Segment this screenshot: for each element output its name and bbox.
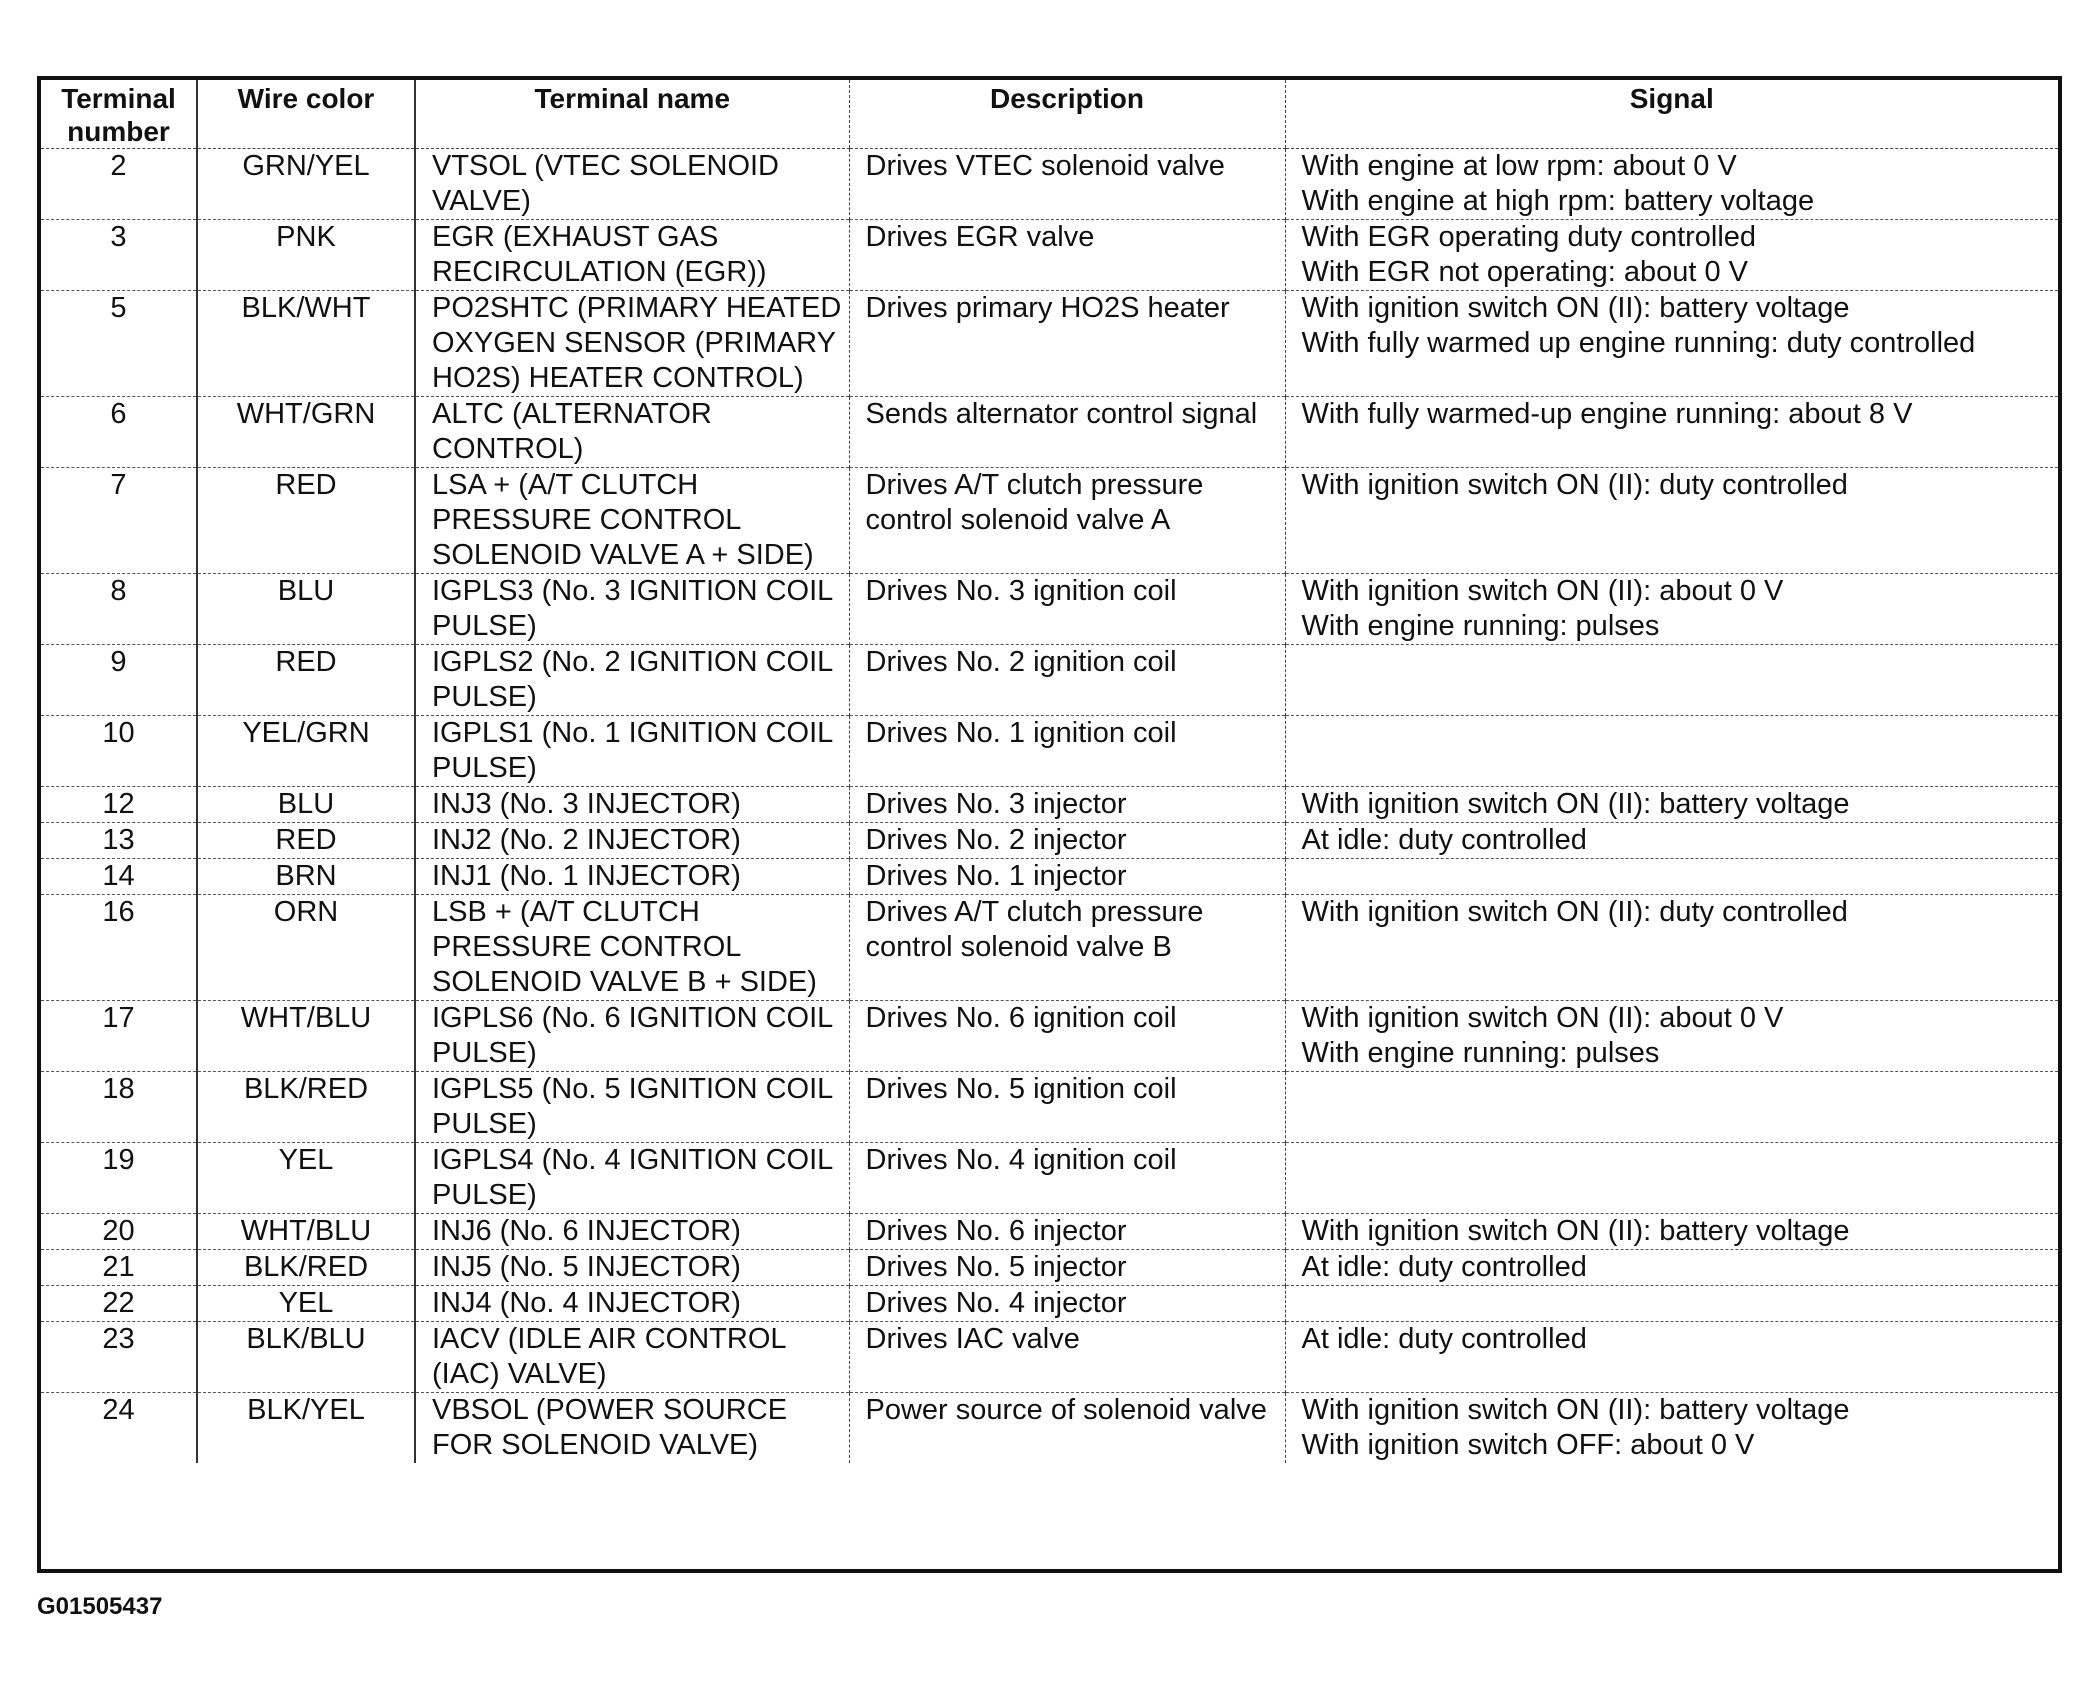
table-row [41, 149, 2058, 220]
terminal-name-cell: LSB + (A/T CLUTCH PRESSURE CONTROL SOLENOID VALVE B + SIDE) [415, 895, 849, 1001]
terminal-name-cell: VBSOL (POWER SOURCE FOR SOLENOID VALVE) [415, 1393, 849, 1464]
signal-line: With ignition switch ON (II): duty controlled [1301, 896, 1848, 928]
table-row [41, 220, 2058, 291]
figure-code: G01505437 [37, 1593, 163, 1620]
wire-color-cell: ORN [197, 895, 415, 1001]
signal-line: With ignition switch ON (II): about 0 V [1301, 1002, 1784, 1034]
table-row [41, 645, 2058, 716]
signal-line: With fully warmed up engine running: duty controlled [1301, 327, 1976, 359]
signal-cell [1285, 574, 2058, 645]
terminal-name-cell: IGPLS5 (No. 5 IGNITION COIL PULSE) [415, 1072, 849, 1143]
wire-color-cell: WHT/GRN [197, 397, 415, 468]
header-signal: Signal [1285, 80, 2058, 149]
signal-line: With EGR operating duty controlled [1301, 221, 1757, 253]
terminal-number-cell: 2 [41, 149, 197, 220]
description-cell: Drives No. 4 injector [849, 1286, 1285, 1322]
description-cell: Drives VTEC solenoid valve [849, 149, 1285, 220]
signal-line: With engine running: pulses [1301, 610, 1660, 642]
terminal-number-cell: 8 [41, 574, 197, 645]
wire-color-cell: RED [197, 468, 415, 574]
wire-color-cell: BLK/RED [197, 1072, 415, 1143]
signal-cell [1285, 1322, 2058, 1393]
description-cell: Drives No. 5 injector [849, 1250, 1285, 1286]
wire-color-cell: WHT/BLU [197, 1001, 415, 1072]
description-cell: Sends alternator control signal [849, 397, 1285, 468]
signal-line: With ignition switch ON (II): battery voltage [1301, 788, 1850, 820]
signal-line: With ignition switch ON (II): battery voltage [1301, 1215, 1850, 1247]
wire-color-cell: WHT/BLU [197, 1214, 415, 1250]
table-row [41, 574, 2058, 645]
wire-color-cell: BRN [197, 859, 415, 895]
signal-line: With ignition switch ON (II): battery voltage [1301, 1394, 1850, 1426]
signal-cell [1285, 1286, 2058, 1322]
terminal-name-cell: VTSOL (VTEC SOLENOID VALVE) [415, 149, 849, 220]
signal-line: With EGR not operating: about 0 V [1301, 256, 1749, 288]
signal-line: With ignition switch ON (II): duty controlled [1301, 469, 1848, 501]
terminal-number-cell: 12 [41, 787, 197, 823]
description-cell: Drives No. 3 ignition coil [849, 574, 1285, 645]
wire-color-cell: RED [197, 645, 415, 716]
signal-cell [1285, 149, 2058, 220]
signal-line: At idle: duty controlled [1301, 1323, 1587, 1355]
header-wire-color: Wire color [197, 80, 415, 149]
signal-cell [1285, 1250, 2058, 1286]
table-row [41, 1143, 2058, 1214]
description-cell: Drives No. 5 ignition coil [849, 1072, 1285, 1143]
signal-line: With ignition switch ON (II): battery voltage [1301, 292, 1850, 324]
wire-color-cell: BLU [197, 574, 415, 645]
header-terminal-number: Terminal number [41, 80, 197, 149]
table-row [41, 895, 2058, 1001]
description-cell: Drives No. 1 injector [849, 859, 1285, 895]
terminal-name-cell: INJ4 (No. 4 INJECTOR) [415, 1286, 849, 1322]
description-cell: Drives A/T clutch pressure control solenoid valve A [849, 468, 1285, 574]
description-cell: Drives No. 2 ignition coil [849, 645, 1285, 716]
terminal-number-cell: 3 [41, 220, 197, 291]
terminal-number-cell: 24 [41, 1393, 197, 1464]
terminal-name-cell: IGPLS2 (No. 2 IGNITION COIL PULSE) [415, 645, 849, 716]
signal-line: With fully warmed-up engine running: about 8 V [1301, 398, 1913, 430]
terminal-number-cell: 23 [41, 1322, 197, 1393]
signal-cell [1285, 645, 2058, 716]
table-row [41, 859, 2058, 895]
wire-color-cell: BLK/WHT [197, 291, 415, 397]
terminal-name-cell: IACV (IDLE AIR CONTROL (IAC) VALVE) [415, 1322, 849, 1393]
terminal-number-cell: 9 [41, 645, 197, 716]
signal-cell [1285, 1143, 2058, 1214]
table-row [41, 823, 2058, 859]
signal-cell [1285, 823, 2058, 859]
signal-line: At idle: duty controlled [1301, 824, 1587, 856]
signal-cell [1285, 1001, 2058, 1072]
wire-color-cell: YEL [197, 1143, 415, 1214]
table-row [41, 787, 2058, 823]
signal-line: At idle: duty controlled [1301, 1251, 1587, 1283]
signal-cell [1285, 397, 2058, 468]
description-cell: Drives primary HO2S heater [849, 291, 1285, 397]
terminal-number-cell: 6 [41, 397, 197, 468]
description-cell: Drives A/T clutch pressure control solenoid valve B [849, 895, 1285, 1001]
description-cell: Drives No. 4 ignition coil [849, 1143, 1285, 1214]
terminal-number-cell: 18 [41, 1072, 197, 1143]
signal-cell [1285, 1393, 2058, 1464]
wire-color-cell: BLK/RED [197, 1250, 415, 1286]
terminal-table [41, 80, 2058, 1463]
table-row [41, 1001, 2058, 1072]
terminal-number-cell: 17 [41, 1001, 197, 1072]
terminal-number-cell: 21 [41, 1250, 197, 1286]
terminal-number-cell: 16 [41, 895, 197, 1001]
wire-color-cell: GRN/YEL [197, 149, 415, 220]
table-row [41, 1214, 2058, 1250]
wire-color-cell: RED [197, 823, 415, 859]
terminal-name-cell: IGPLS6 (No. 6 IGNITION COIL PULSE) [415, 1001, 849, 1072]
terminal-name-cell: EGR (EXHAUST GAS RECIRCULATION (EGR)) [415, 220, 849, 291]
terminal-name-cell: INJ5 (No. 5 INJECTOR) [415, 1250, 849, 1286]
signal-line: With engine at high rpm: battery voltage [1301, 185, 1815, 217]
table-row [41, 291, 2058, 397]
terminal-name-cell: INJ1 (No. 1 INJECTOR) [415, 859, 849, 895]
description-cell: Drives EGR valve [849, 220, 1285, 291]
signal-cell [1285, 716, 2058, 787]
signal-line: With engine at low rpm: about 0 V [1301, 150, 1737, 182]
terminal-name-cell: LSA + (A/T CLUTCH PRESSURE CONTROL SOLENOID VALVE A + SIDE) [415, 468, 849, 574]
wire-color-cell: YEL/GRN [197, 716, 415, 787]
signal-cell [1285, 1214, 2058, 1250]
signal-cell [1285, 859, 2058, 895]
table-row [41, 1072, 2058, 1143]
header-row [41, 80, 2058, 149]
signal-cell [1285, 468, 2058, 574]
terminal-name-cell: INJ2 (No. 2 INJECTOR) [415, 823, 849, 859]
header-terminal-name: Terminal name [415, 80, 849, 149]
wire-color-cell: PNK [197, 220, 415, 291]
terminal-name-cell: INJ6 (No. 6 INJECTOR) [415, 1214, 849, 1250]
terminal-number-cell: 14 [41, 859, 197, 895]
terminal-number-cell: 20 [41, 1214, 197, 1250]
wire-color-cell: BLK/BLU [197, 1322, 415, 1393]
description-cell: Drives No. 6 ignition coil [849, 1001, 1285, 1072]
table-row [41, 716, 2058, 787]
table-row [41, 1393, 2058, 1464]
terminal-number-cell: 19 [41, 1143, 197, 1214]
description-cell: Drives No. 3 injector [849, 787, 1285, 823]
signal-line: With engine running: pulses [1301, 1037, 1660, 1069]
signal-line: With ignition switch ON (II): about 0 V [1301, 575, 1784, 607]
table-row [41, 1286, 2058, 1322]
terminal-name-cell: IGPLS4 (No. 4 IGNITION COIL PULSE) [415, 1143, 849, 1214]
terminal-number-cell: 5 [41, 291, 197, 397]
wire-color-cell: BLU [197, 787, 415, 823]
table-row [41, 468, 2058, 574]
wire-color-cell: BLK/YEL [197, 1393, 415, 1464]
terminal-name-cell: INJ3 (No. 3 INJECTOR) [415, 787, 849, 823]
terminal-number-cell: 13 [41, 823, 197, 859]
description-cell: Drives No. 6 injector [849, 1214, 1285, 1250]
table-row [41, 1322, 2058, 1393]
table-row [41, 1250, 2058, 1286]
wire-color-cell: YEL [197, 1286, 415, 1322]
terminal-number-cell: 22 [41, 1286, 197, 1322]
description-cell: Drives IAC valve [849, 1322, 1285, 1393]
signal-cell [1285, 220, 2058, 291]
description-cell: Drives No. 1 ignition coil [849, 716, 1285, 787]
signal-cell [1285, 787, 2058, 823]
table-body [41, 149, 2058, 1464]
terminal-name-cell: ALTC (ALTERNATOR CONTROL) [415, 397, 849, 468]
signal-cell [1285, 291, 2058, 397]
terminal-name-cell: PO2SHTC (PRIMARY HEATED OXYGEN SENSOR (PRIMARY HO2S) HEATER CONTROL) [415, 291, 849, 397]
header-description: Description [849, 80, 1285, 149]
signal-line: With ignition switch OFF: about 0 V [1301, 1429, 1755, 1461]
terminal-number-cell: 7 [41, 468, 197, 574]
terminal-number-cell: 10 [41, 716, 197, 787]
table-row [41, 397, 2058, 468]
terminal-name-cell: IGPLS1 (No. 1 IGNITION COIL PULSE) [415, 716, 849, 787]
description-cell: Drives No. 2 injector [849, 823, 1285, 859]
terminal-name-cell: IGPLS3 (No. 3 IGNITION COIL PULSE) [415, 574, 849, 645]
signal-cell [1285, 1072, 2058, 1143]
signal-cell [1285, 895, 2058, 1001]
description-cell: Power source of solenoid valve [849, 1393, 1285, 1464]
